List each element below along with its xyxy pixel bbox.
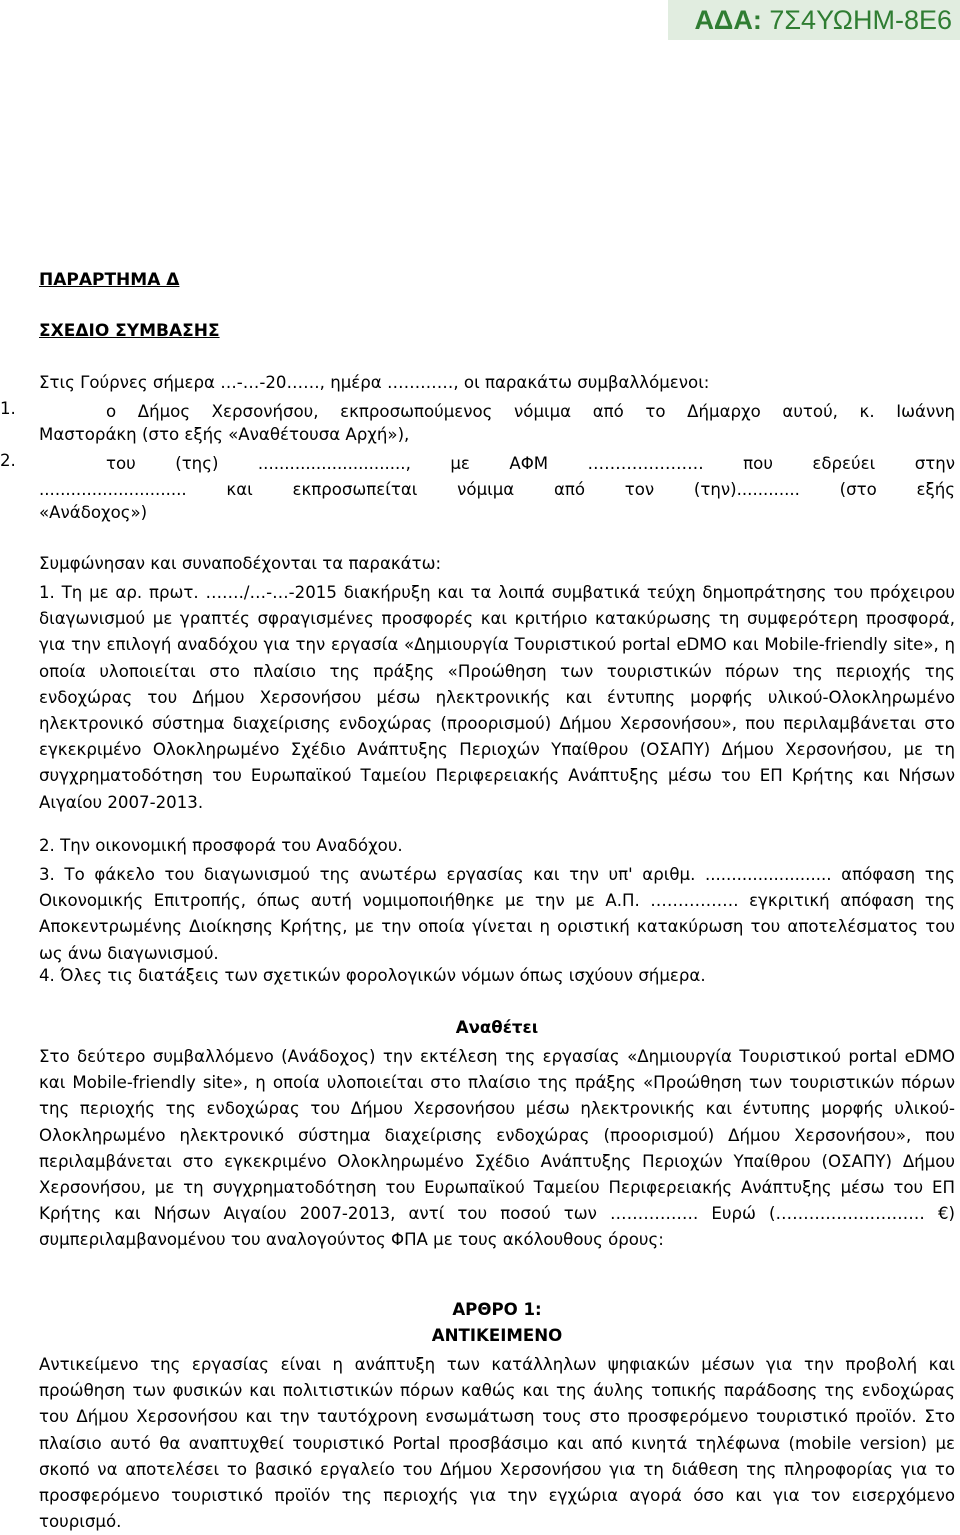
agreed-line: Συμφώνησαν και συναποδέχονται τα παρακάτω: xyxy=(39,554,442,573)
item-1: 1. Τη με αρ. πρωτ. ……./…-…-2015 διακήρυξη και τα λοιπά συμβατικά τεύχη δημοπράτησης του πρόχειρου διαγωνισμού με γραπτές σφραγισμένες προσφορές και κριτήριο κατακύρωσης τη συμφερότερη προσφορά, για την επιλογή αναδόχου για την εργασία «Δημιουργία Τουριστικού portal eDMO και Mobile-friendly site», η οποία υλοποιείται στο πλαίσιο της πράξης «Προώθηση των τουριστικών πόρων της περιοχής της ενδοχώρας του Δήμου Χερσονήσου μέσω ηλεκτρονικής και έντυπης μορφής υλικού-Ολοκληρωμένο ηλεκτρονικό σύστημα διαχείρισης ενδοχώρας (προορισμού) Δήμου Χερσονήσου», που περιλαμβάνεται στο εγκεκριμένο Ολοκληρωμένο Σχέδιο Ανάπτυξης Περιοχών Υπαίθρου (ΟΣΑΠΥ) Δήμου Χερσονήσου, με τη συγχρηματοδότηση του Ευρωπαϊκού Ταμείου Περιφερειακής Ανάπτυξης μέσω του ΕΠ Κρήτης και Νήσων Αιγαίου 2007-2013. xyxy=(39,583,955,812)
annex-title: ΠΑΡΑΡΤΗΜΑ Δ xyxy=(39,270,180,290)
party2-number: 2. xyxy=(0,451,16,470)
assigns-text: Στο δεύτερο συμβαλλόμενο (Ανάδοχος) την εκτέλεση της εργασίας «Δημιουργία Τουριστικού portal eDMO και Mobile-friendly site», η οποία υλοποιείται στο πλαίσιο της πράξης «Προώθηση των τουριστικών πόρων της περιοχής της ενδοχώρας του Δήμου Χερσονήσου μέσω ηλεκτρονικής και έντυπης μορφής υλικού-Ολοκληρωμένο ηλεκτρονικό σύστημα διαχείρισης ενδοχώρας (προορισμού) Δήμου Χερσονήσου», που περιλαμβάνεται στο εγκεκριμένο Ολοκληρωμένο Σχέδιο Ανάπτυξης Περιοχών Υπαίθρου (ΟΣΑΠΥ) Δήμου Χερσονήσου, με τη συγχρηματοδότηση του Ευρωπαϊκού Ταμείου Περιφερειακής Ανάπτυξης μέσω του ΕΠ Κρήτης και Νήσων Αιγαίου 2007-2013, αντί του ποσού των ……………. Ευρώ (……………………… €) συμπεριλαμβανομένου του αναλογούντος ΦΠΑ με τους ακόλουθους όρους: xyxy=(39,1047,955,1250)
ada-badge xyxy=(668,0,960,40)
article1-text: Αντικείμενο της εργασίας είναι η ανάπτυξη των κατάλληλων ψηφιακών μέσων για την προβολή και προώθηση των φυσικών και πολιτιστικών πόρων καθώς και της άυλης τοπικής παράδοσης της ενδοχώρας του Δήμου Χερσονήσου και την ταυτόχρονη ενσωμάτωση τους στο προσφερόμενο τουριστικό προϊόν. Στο πλαίσιο αυτό θα αναπτυχθεί τουριστικό Portal προσβάσιμο και από κινητά τηλέφωνα (mobile version) με σκοπό να αποτελέσει το βασικό εργαλείο του Δήμου Χερσονήσου για τη διάθεση της πληροφορίας για το προσφερόμενο τουριστικό προϊόν της περιοχής για την εγχώρια αγορά όσο και για τον εισερχόμενο τουρισμό. xyxy=(39,1355,955,1532)
party1-number: 1. xyxy=(0,399,16,418)
item-4: 4. Όλες τις διατάξεις των σχετικών φορολογικών νόμων όπως ισχύουν σήμερα. xyxy=(39,966,706,985)
ada-prefix: ΑΔΑ: xyxy=(694,5,762,35)
plan-title: ΣΧΕΔΙΟ ΣΥΜΒΑΣΗΣ xyxy=(39,321,220,341)
article1-title: ΑΡΘΡΟ 1: xyxy=(452,1300,542,1319)
party2-line1: του (της) ............................, με ΑΦΜ ………………… που εδρεύει στην xyxy=(106,454,955,473)
item-2: 2. Την οικονομική προσφορά του Αναδόχου. xyxy=(39,836,403,855)
party2-line2: ............................ και εκπροσωπείται νόμιμα από τον (την)............ (στο εξής xyxy=(39,480,955,499)
assigns-heading: Αναθέτει xyxy=(455,1018,539,1037)
item-3: 3. Το φάκελο του διαγωνισμού της ανωτέρω εργασίας και την υπ' αριθμ. ........................ απόφαση της Οικονομικής Επιτροπής, όπως αυτή νομιμοποιήθηκε με την με Α.Π. ……………. εγκριτική απόφαση της Αποκεντρωμένης Διοίκησης Κρήτης, με την οποία γίνεται η οριστική κατακύρωση του αποτελέσματος του ως άνω διαγωνισμού. xyxy=(39,865,955,963)
party1-line2: Μαστοράκη (στο εξής «Αναθέτουσα Αρχή»), xyxy=(39,425,410,444)
ada-code: 7Σ4ΥΩΗΜ-8Ε6 xyxy=(761,5,952,35)
article1-subtitle: ΑΝΤΙΚΕΙΜΕΝΟ xyxy=(431,1326,563,1345)
party1-line1: ο Δήμος Χερσονήσου, εκπροσωπούμενος νόμιμα από το Δήμαρχο αυτού, κ. Ιωάννη xyxy=(106,402,955,421)
party2-line3: «Ανάδοχος») xyxy=(39,503,148,522)
intro-line: Στις Γούρνες σήμερα …-…-20……, ημέρα …………, οι παρακάτω συμβαλλόμενοι: xyxy=(39,373,710,392)
